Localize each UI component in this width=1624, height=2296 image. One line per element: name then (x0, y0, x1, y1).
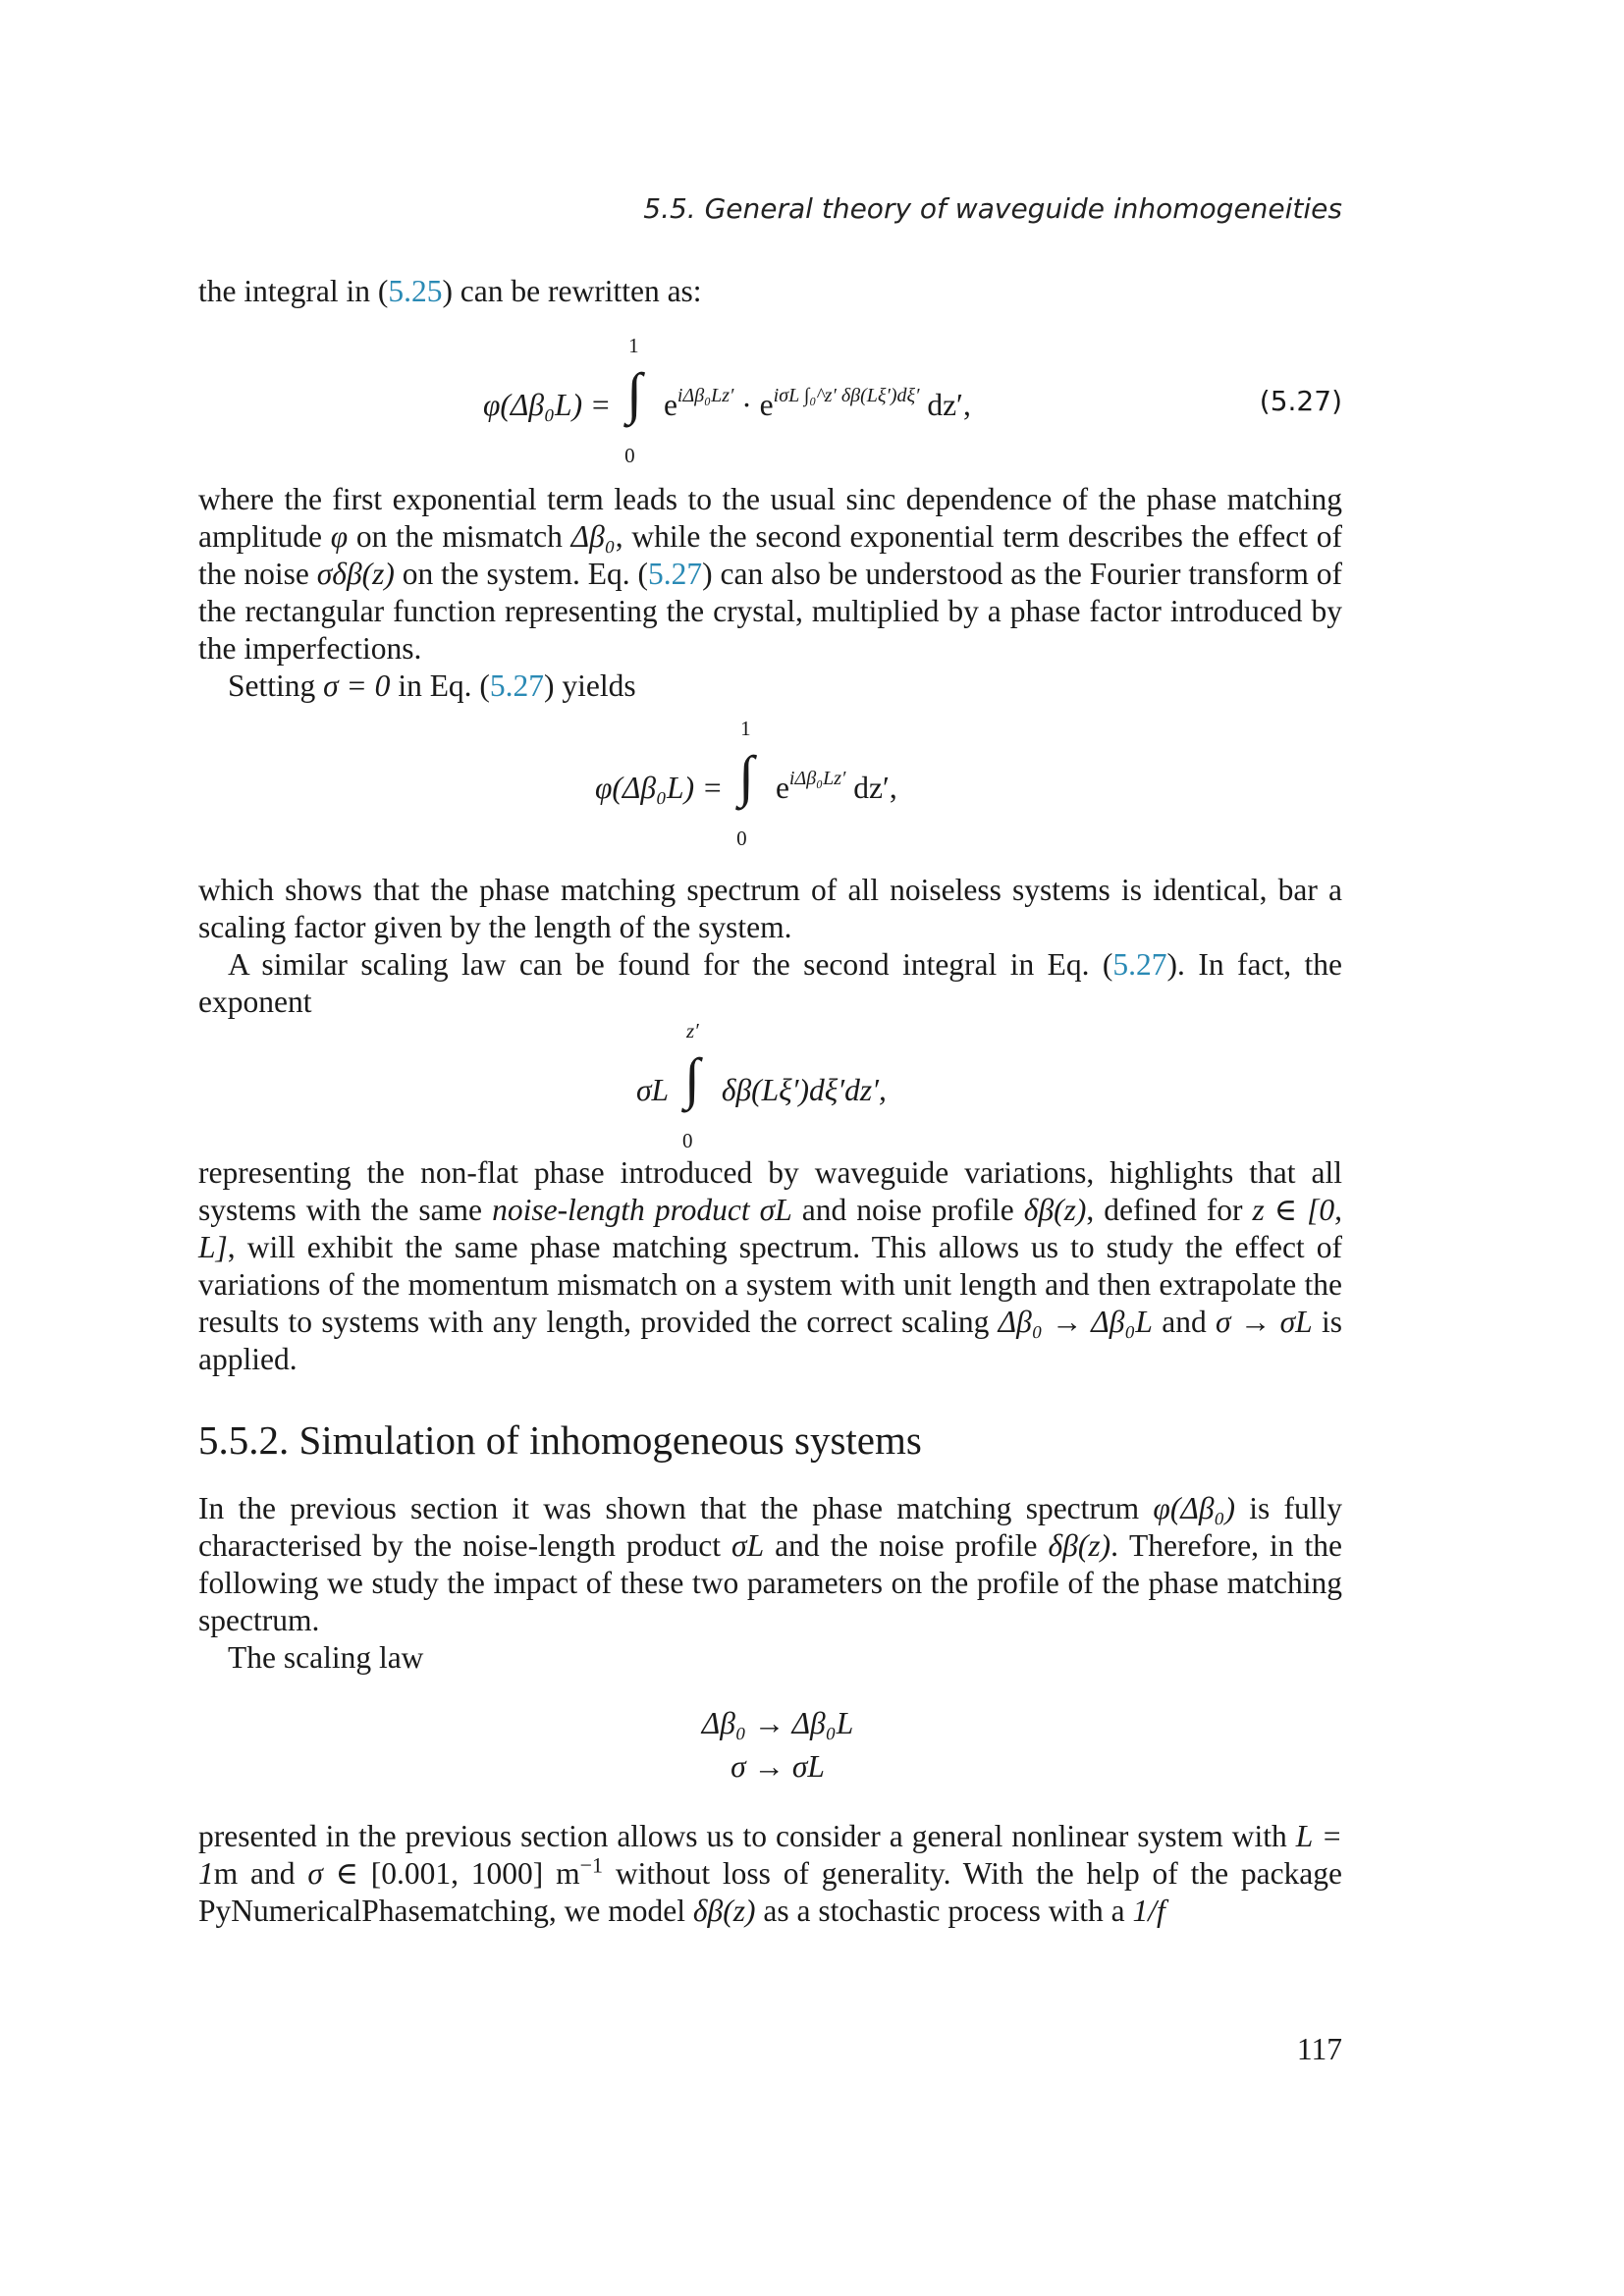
equation-ref-link[interactable]: 5.25 (388, 274, 443, 308)
paragraph-text: where the first exponential term leads to the usual sinc dependence of the phase matching amplitude φ on the mismatch Δβ₀, while the second exponential term describes the effect of the noise σδβ(z) on the system. Eq. (5.27) can also be understood as the Fourier transform of the rectangular function representing the crystal, multiplied by a phase factor introduced by the imperfections. (198, 482, 1342, 666)
paragraph-text: representing the non-flat phase introduced by waveguide variations, highlights that all systems with the same noise-length product σL and noise profile δβ(z), defined for z ∈ [0, L], will exhibit the same phase matching spectrum. This allows us to study the effect of variations of the momentum mismatch on a system with unit length and then extrapolate the results to systems with any length, provided the correct scaling Δβ₀ → Δβ₀L and σ → σL is applied. (198, 1155, 1343, 1376)
paragraph-simulation-intro (198, 1490, 1342, 1677)
exponent-1: iΔβ₀Lz′ (677, 385, 734, 407)
scaling-line-2: σ → σL (731, 1749, 825, 1784)
equation-scaling-law (198, 1706, 1342, 1794)
section-heading: 5.5.2. Simulation of inhomogeneous systems (198, 1417, 922, 1463)
equation-noiseless (198, 717, 1342, 850)
scaling-line-1: Δβ₀ → Δβ₀L (701, 1706, 854, 1740)
integral-sign: 1 ∫ 0 (736, 717, 754, 850)
equation-number: (5.27) (1259, 385, 1342, 417)
exp-base-2: e (759, 388, 774, 423)
paragraph-scaling-second: A similar scaling law can be found for the second integral in Eq. (5.27). In fact, the exponent (198, 947, 1342, 1019)
package-name: PyNumericalPhasematching (198, 1894, 549, 1928)
paragraph-text: presented in the previous section allows us to consider a general nonlinear system with L = 1m and σ ∈ [0.001, 1000] $m^{-1}$ without loss of generality. With the help of the package PyNumericalPhasematching, we model δβ(z) as a stochastic process with a 1/f (198, 1819, 1343, 1928)
paragraph-text: the integral in (5.25) can be rewritten as: (198, 274, 702, 308)
equation-ref-link[interactable]: 5.27 (489, 668, 545, 703)
paragraph-noiseless-conclusion (198, 872, 1342, 1021)
paragraph-text: which shows that the phase matching spectrum of all noiseless systems is identical, bar a scaling factor given by the length of the system. (198, 873, 1342, 944)
equation-ref-link[interactable]: 5.27 (1112, 947, 1167, 982)
paragraph-scaling-law-label: The scaling law (228, 1640, 424, 1675)
paragraph-intro (198, 273, 1342, 310)
exponent-2: iσL ∫₀^z′ δβ(Lξ′)dξ′ (773, 385, 920, 407)
equation-body (483, 334, 971, 467)
paragraph-explanation (198, 481, 1342, 705)
emphasis-term: noise-length product (492, 1193, 750, 1227)
integral-sign: z′ ∫ 0 (681, 1019, 700, 1152)
running-header: 5.5. General theory of waveguide inhomogeneities (643, 192, 1342, 225)
equation-body: σL z′ ∫ 0 δβ(Lξ′)dξ′dz′, (636, 1019, 887, 1152)
integral-sign: 1 ∫ 0 (624, 334, 642, 467)
equation-5-27 (198, 334, 1342, 467)
equation-ref-link[interactable]: 5.27 (648, 557, 703, 591)
exp-base-1: e (663, 388, 677, 423)
dot-operator: · (741, 388, 752, 423)
paragraph-model-setup (198, 1818, 1342, 1930)
paragraph-setting-sigma: Setting σ = 0 in Eq. (5.27) yields (228, 668, 636, 703)
equation-exponent (198, 1019, 1342, 1152)
differential: dz′, (927, 388, 971, 423)
page-number: 117 (1296, 2032, 1342, 2066)
equation-body: φ(Δβ₀L) = 1 ∫ 0 $e^{i\Delta\beta_0Lz'}$ dz′, (595, 717, 897, 850)
paragraph-text: In the previous section it was shown that the phase matching spectrum φ(Δβ₀) is fully characterised by the noise-length product σL and the noise profile δβ(z). Therefore, in the following we study the impact of these two parameters on the profile of the phase matching spectrum. (198, 1491, 1342, 1637)
paragraph-noise-length (198, 1154, 1342, 1378)
equation-lhs: φ(Δβ₀L) = (595, 771, 724, 806)
equation-lhs: σL (636, 1073, 670, 1108)
equation-lhs: φ(Δβ₀L) = (483, 388, 612, 423)
